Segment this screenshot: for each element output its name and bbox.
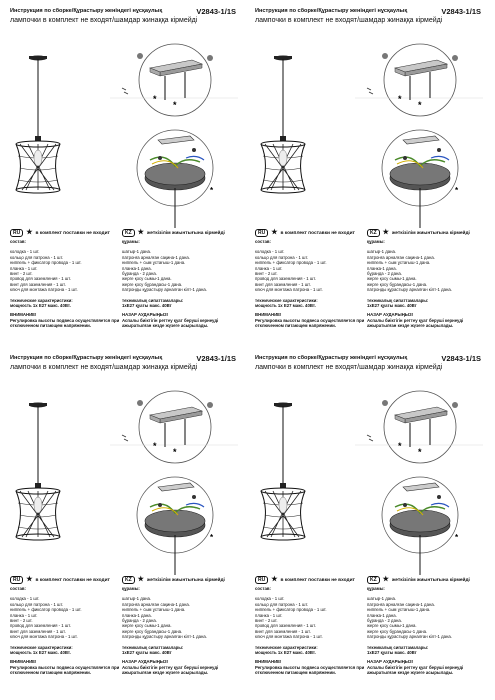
list-item: ниппель + фиксатор провода - 1 шт. — [10, 607, 82, 613]
kz-composition-title: құрамы: — [122, 239, 140, 244]
list-item: планка-1 дана. — [367, 265, 397, 271]
ru-not-included-note: в комплект поставки не входит — [35, 230, 110, 236]
ru-warning-text: Регулировка высоты подвеса осуществляется при отключенном питающем напряжении. — [255, 664, 365, 676]
star-icon: ★ — [26, 229, 33, 236]
list-item: шатыр-1 дана. — [367, 249, 397, 255]
list-item: провод для заземления - 1 шт. — [255, 623, 316, 629]
list-item: бұранда - 2 дана. — [367, 618, 402, 624]
kz-warning-title: НАЗАР АУДАРЫҢЫЗ! — [367, 659, 414, 665]
list-item: патронға арналған сақина-1 дана. — [122, 601, 190, 607]
list-item: патронды құрастыру арналған кілт-1 дана. — [122, 287, 207, 293]
title-text: Инструкция по сборке/Құрастыру женіндегі нұсқаулық — [10, 8, 163, 14]
list-item: ключ для монтажа патрона - 1 шт. — [10, 287, 78, 293]
instruction-sheet — [10, 8, 240, 348]
list-item: ключ для монтажа патрона - 1 шт. — [255, 634, 323, 640]
list-item: винт - 2 шт. — [10, 618, 33, 624]
list-item: шатыр-1 дана. — [367, 596, 397, 602]
list-item: шатыр-1 дана. — [122, 249, 152, 255]
ru-specs-title: технические характеристики: — [10, 297, 73, 303]
canopy-wiring-detail — [137, 130, 214, 228]
kz-specs-title: техникалық сипаттамалары: — [122, 297, 184, 303]
list-item: ниппель + фиксатор провода - 1 шт. — [10, 260, 82, 266]
mounting-bar-detail — [355, 44, 483, 116]
title-text: Инструкция по сборке/Құрастыру женіндегі нұсқаулық — [255, 355, 408, 361]
list-item: винт - 2 шт. — [10, 271, 33, 277]
list-item: планка-1 дана. — [367, 612, 397, 618]
assembly-illustration — [10, 375, 240, 575]
list-item: жерге қосу бұрандасы-1 дана. — [367, 628, 428, 634]
assembly-illustration — [10, 28, 240, 228]
bulbs-not-included-note: лампочки в комплект не входят/шамдар жинаққа кірмейді — [10, 364, 198, 371]
list-item: ключ для монтажа патрона - 1 шт. — [255, 287, 323, 293]
kz-badge: KZ — [122, 229, 135, 237]
ru-warning-text: Регулировка высоты подвеса осуществляется при отключенном питающем напряжении. — [10, 317, 120, 329]
star-icon: ★ — [137, 576, 144, 583]
list-item: планка - 1 шт. — [255, 612, 283, 618]
ru-heading — [255, 576, 355, 584]
ru-warning-text: Регулировка высоты подвеса осуществляется при отключенном питающем напряжении. — [10, 664, 120, 676]
canopy-wiring-detail — [382, 477, 459, 575]
list-item: кольцо для патрона - 1 шт. — [10, 601, 64, 607]
list-item: кольцо для патрона - 1 шт. — [255, 254, 309, 260]
kz-warning-title: НАЗАР АУДАРЫҢЫЗ! — [122, 312, 169, 318]
instruction-title — [255, 355, 485, 361]
list-item: ниппель + сым ұстағыш-1 дана. — [367, 607, 431, 613]
list-item: колодка - 1 шт. — [255, 249, 285, 255]
svg-text:*: * — [398, 94, 402, 104]
ru-items-list — [255, 596, 365, 639]
list-item: патронды құрастыру арналған кілт-1 дана. — [122, 634, 207, 640]
kz-items-list — [122, 596, 232, 639]
pendant-lamp-drawing — [261, 403, 305, 541]
kz-warning-text: Аспалы биіктігін реттеу қуат беруші кернеуді ажыратылған кезде жүзеге асырылады. — [367, 317, 464, 329]
instruction-sheet — [255, 8, 485, 348]
canopy-wiring-detail — [382, 130, 459, 228]
kz-warning-text: Аспалы биіктігін реттеу қуат беруші кернеуді ажыратылған кезде жүзеге асырылады. — [367, 664, 464, 676]
star-icon: ★ — [271, 229, 278, 236]
ru-specs-title: технические характеристики: — [255, 297, 318, 303]
title-text: Инструкция по сборке/Құрастыру женіндегі нұсқаулық — [255, 8, 408, 14]
ru-composition-title: состав: — [10, 239, 26, 244]
svg-text:*: * — [455, 533, 459, 542]
ru-column — [10, 239, 120, 329]
kz-badge: KZ — [367, 576, 380, 584]
list-item: ключ для монтажа патрона - 1 шт. — [10, 634, 78, 640]
list-item: винт для заземления - 1 шт. — [255, 628, 311, 634]
svg-text:*: * — [173, 447, 177, 457]
pendant-lamp-drawing — [16, 56, 60, 194]
list-item: бұранда - 2 дана. — [122, 618, 157, 624]
ru-warning-text: Регулировка высоты подвеса осуществляется при отключенном питающем напряжении. — [255, 317, 365, 329]
kz-heading — [122, 576, 225, 584]
list-item: ниппель + сым ұстағыш-1 дана. — [122, 607, 186, 613]
list-item: шатыр-1 дана. — [122, 596, 152, 602]
ru-specs: мощность 1x E27 макс. 40Вт. — [10, 303, 71, 309]
ru-specs: мощность 1x E27 макс. 40Вт. — [10, 650, 71, 656]
ru-not-included-note: в комплект поставки не входит — [280, 230, 355, 236]
star-icon: ★ — [137, 229, 144, 236]
list-item: планка - 1 шт. — [255, 265, 283, 271]
kz-column — [367, 239, 477, 329]
list-item: планка-1 дана. — [122, 265, 152, 271]
kz-heading — [367, 576, 470, 584]
list-item: колодка - 1 шт. — [10, 249, 40, 255]
list-item: патронға арналған сақина-1 дана. — [367, 254, 435, 260]
kz-not-included-note: жеткізілім жиынтығына кірмейді — [146, 577, 225, 583]
canopy-wiring-detail — [137, 477, 214, 575]
kz-warning-title: НАЗАР АУДАРЫҢЫЗ! — [122, 659, 169, 665]
model-number: V2843-1/1S — [441, 8, 481, 16]
list-item: винт для заземления - 1 шт. — [10, 628, 66, 634]
svg-text:*: * — [210, 533, 214, 542]
kz-warning-text: Аспалы биіктігін реттеу қуат беруші кернеуді ажыратылған кезде жүзеге асырылады. — [122, 317, 219, 329]
kz-specs-title: техникалық сипаттамалары: — [122, 644, 184, 650]
star-icon: ★ — [271, 576, 278, 583]
list-item: винт - 2 шт. — [255, 271, 278, 277]
list-item: кольцо для патрона - 1 шт. — [10, 254, 64, 260]
list-item: ниппель + фиксатор провода - 1 шт. — [255, 607, 327, 613]
title-text: Инструкция по сборке/Құрастыру женіндегі нұсқаулық — [10, 355, 163, 361]
kz-warning-text: Аспалы биіктігін реттеу қуат беруші кернеуді ажыратылған кезде жүзеге асырылады. — [122, 664, 219, 676]
kz-heading — [367, 229, 470, 237]
ru-badge: RU — [255, 229, 268, 237]
svg-text:*: * — [153, 94, 157, 104]
kz-not-included-note: жеткізілім жиынтығына кірмейді — [391, 230, 470, 236]
svg-text:*: * — [455, 186, 459, 195]
list-item: жерге қосу бұрандасы-1 дана. — [367, 281, 428, 287]
ru-badge: RU — [10, 229, 23, 237]
list-item: жерге қосу бұрандасы-1 дана. — [122, 628, 183, 634]
list-item: ниппель + фиксатор провода - 1 шт. — [255, 260, 327, 266]
star-icon: ★ — [382, 576, 389, 583]
list-item: колодка - 1 шт. — [10, 596, 40, 602]
svg-text:*: * — [398, 441, 402, 451]
ru-items-list — [255, 249, 365, 292]
ru-warning-title: ВНИМАНИЕ! — [255, 312, 282, 318]
pendant-lamp-drawing — [16, 403, 60, 541]
list-item: провод для заземления - 1 шт. — [255, 276, 316, 282]
ru-heading — [255, 229, 355, 237]
list-item: провод для заземления - 1 шт. — [10, 623, 71, 629]
ru-column — [10, 586, 120, 676]
bulbs-not-included-note: лампочки в комплект не входят/шамдар жинаққа кірмейді — [255, 364, 443, 371]
ru-composition-title: состав: — [255, 239, 271, 244]
ru-badge: RU — [10, 576, 23, 584]
svg-text:*: * — [210, 186, 214, 195]
kz-composition-title: құрамы: — [122, 586, 140, 591]
list-item: жерге қосу сымы-1 дана. — [367, 276, 417, 282]
ru-column — [255, 239, 365, 329]
kz-specs: 1хЕ27 қуаты макс. 40Вт — [122, 303, 172, 309]
bulbs-not-included-note: лампочки в комплект не входят/шамдар жинаққа кірмейді — [10, 17, 198, 24]
kz-specs-title: техникалық сипаттамалары: — [367, 644, 429, 650]
kz-items-list — [122, 249, 232, 292]
ru-items-list — [10, 249, 120, 292]
ru-specs-title: технические характеристики: — [10, 644, 73, 650]
model-number: V2843-1/1S — [196, 8, 236, 16]
kz-composition-title: құрамы: — [367, 586, 385, 591]
bulbs-not-included-note: лампочки в комплект не входят/шамдар жинаққа кірмейді — [255, 17, 443, 24]
ru-composition-title: состав: — [10, 586, 26, 591]
ru-not-included-note: в комплект поставки не входит — [35, 577, 110, 583]
list-item: патронға арналған сақина-1 дана. — [122, 254, 190, 260]
svg-text:*: * — [418, 447, 422, 457]
svg-text:*: * — [153, 441, 157, 451]
kz-specs: 1хЕ27 қуаты макс. 40Вт — [122, 650, 172, 656]
kz-heading — [122, 229, 225, 237]
star-icon: ★ — [382, 229, 389, 236]
kz-items-list — [367, 249, 477, 292]
kz-column — [122, 586, 232, 676]
kz-items-list — [367, 596, 477, 639]
list-item: винт для заземления - 1 шт. — [255, 281, 311, 287]
list-item: ниппель + сым ұстағыш-1 дана. — [122, 260, 186, 266]
model-number: V2843-1/1S — [196, 355, 236, 363]
assembly-illustration — [255, 28, 485, 228]
instruction-sheet — [255, 355, 485, 695]
ru-items-list — [10, 596, 120, 639]
list-item: патронды құрастыру арналған кілт-1 дана. — [367, 634, 452, 640]
kz-warning-title: НАЗАР АУДАРЫҢЫЗ! — [367, 312, 414, 318]
assembly-illustration — [255, 375, 485, 575]
kz-composition-title: құрамы: — [367, 239, 385, 244]
list-item: планка - 1 шт. — [10, 265, 38, 271]
list-item: жерге қосу сымы-1 дана. — [122, 623, 172, 629]
list-item: жерге қосу сымы-1 дана. — [367, 623, 417, 629]
list-item: жерге қосу бұрандасы-1 дана. — [122, 281, 183, 287]
ru-warning-title: ВНИМАНИЕ! — [255, 659, 282, 665]
ru-badge: RU — [255, 576, 268, 584]
svg-text:*: * — [173, 100, 177, 110]
list-item: бұранда - 2 дана. — [367, 271, 402, 277]
kz-not-included-note: жеткізілім жиынтығына кірмейді — [146, 230, 225, 236]
mounting-bar-detail — [110, 391, 238, 463]
model-number: V2843-1/1S — [441, 355, 481, 363]
instruction-title — [10, 8, 240, 14]
svg-text:*: * — [418, 100, 422, 110]
ru-warning-title: ВНИМАНИЕ! — [10, 659, 37, 665]
ru-specs: мощность 1x E27 макс. 40Вт. — [255, 650, 316, 656]
list-item: жерге қосу сымы-1 дана. — [122, 276, 172, 282]
mounting-bar-detail — [110, 44, 238, 116]
ru-warning-title: ВНИМАНИЕ! — [10, 312, 37, 318]
instruction-title — [255, 8, 485, 14]
list-item: колодка - 1 шт. — [255, 596, 285, 602]
kz-specs: 1хЕ27 қуаты макс. 40Вт — [367, 650, 417, 656]
list-item: ниппель + сым ұстағыш-1 дана. — [367, 260, 431, 266]
ru-heading — [10, 576, 110, 584]
ru-column — [255, 586, 365, 676]
ru-not-included-note: в комплект поставки не входит — [280, 577, 355, 583]
kz-badge: KZ — [122, 576, 135, 584]
kz-not-included-note: жеткізілім жиынтығына кірмейді — [391, 577, 470, 583]
ru-heading — [10, 229, 110, 237]
list-item: кольцо для патрона - 1 шт. — [255, 601, 309, 607]
kz-column — [367, 586, 477, 676]
pendant-lamp-drawing — [261, 56, 305, 194]
instruction-title — [10, 355, 240, 361]
star-icon: ★ — [26, 576, 33, 583]
instruction-sheet — [10, 355, 240, 695]
kz-column — [122, 239, 232, 329]
kz-badge: KZ — [367, 229, 380, 237]
list-item: винт - 2 шт. — [255, 618, 278, 624]
mounting-bar-detail — [355, 391, 483, 463]
ru-specs-title: технические характеристики: — [255, 644, 318, 650]
list-item: патронды құрастыру арналған кілт-1 дана. — [367, 287, 452, 293]
list-item: планка - 1 шт. — [10, 612, 38, 618]
list-item: патронға арналған сақина-1 дана. — [367, 601, 435, 607]
list-item: провод для заземления - 1 шт. — [10, 276, 71, 282]
ru-specs: мощность 1x E27 макс. 40Вт. — [255, 303, 316, 309]
list-item: винт для заземления - 1 шт. — [10, 281, 66, 287]
list-item: планка-1 дана. — [122, 612, 152, 618]
list-item: бұранда - 2 дана. — [122, 271, 157, 277]
kz-specs-title: техникалық сипаттамалары: — [367, 297, 429, 303]
kz-specs: 1хЕ27 қуаты макс. 40Вт — [367, 303, 417, 309]
ru-composition-title: состав: — [255, 586, 271, 591]
